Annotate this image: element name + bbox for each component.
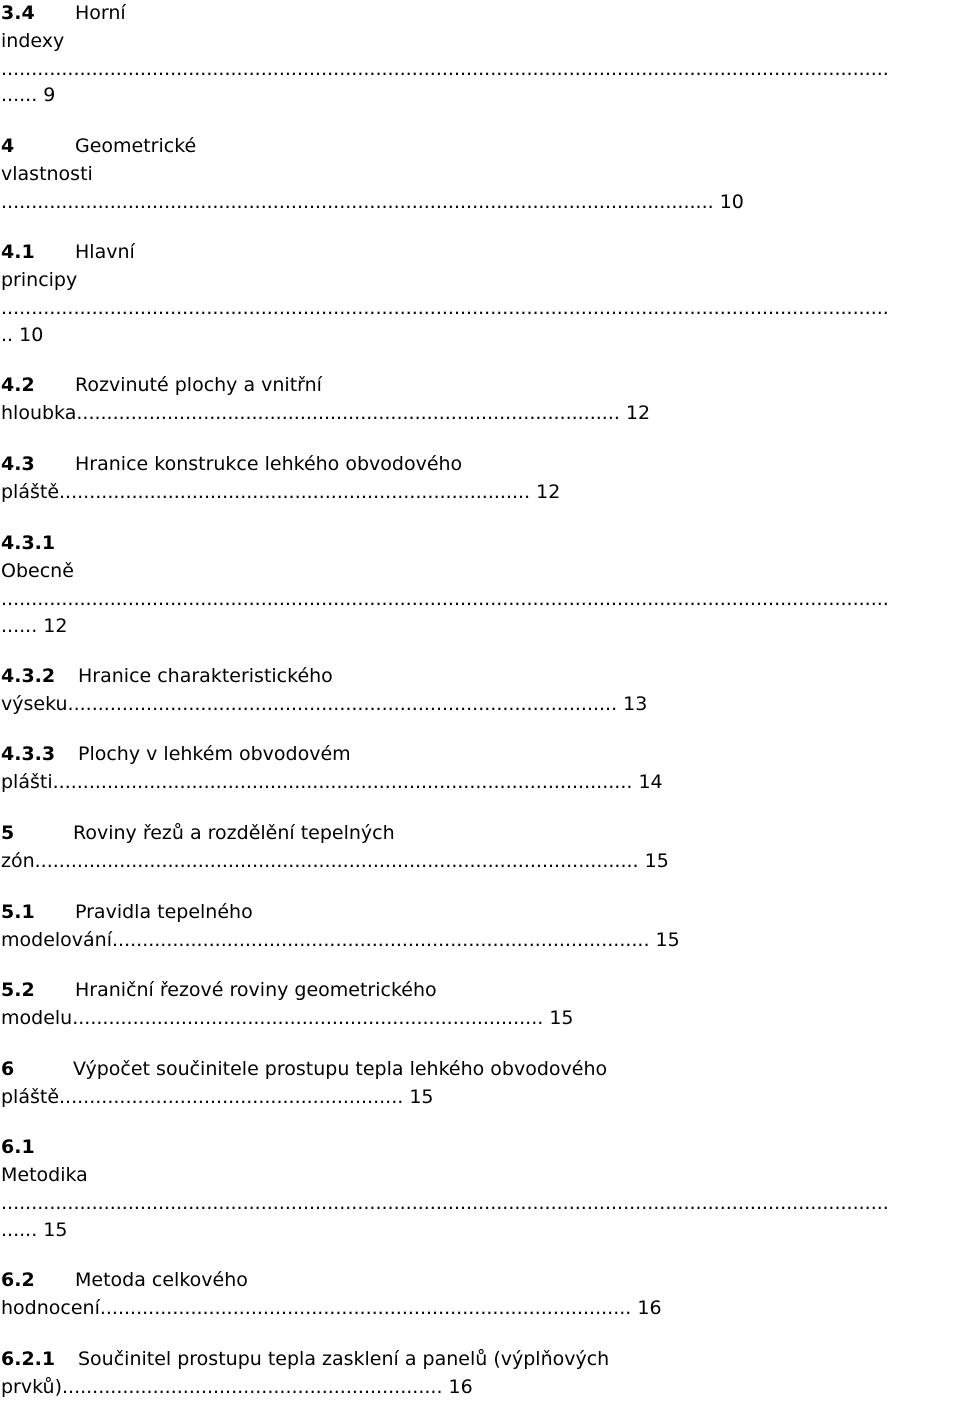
toc-number: 6.2.1 (1, 1348, 56, 1370)
toc-leader: ................................................................................................................................................... (1, 1192, 889, 1214)
toc-number: 6 (1, 1058, 15, 1080)
toc-entry-heading (1, 240, 135, 264)
toc-title: Hranice konstrukce lehkého obvodového (75, 453, 463, 475)
toc-page: ...... 15 (1, 1219, 68, 1241)
toc-title: Hranice charakteristického (78, 665, 333, 687)
toc-leader-page: modelu.............................................................................. 15 (1, 1007, 574, 1029)
toc-leader-page: plášti................................................................................................ 14 (1, 771, 663, 793)
toc-leader: ................................................................................................................................................... (1, 58, 889, 80)
toc-title: Hraniční řezové roviny geometrického (75, 979, 437, 1001)
toc-number: 4.2 (1, 374, 35, 396)
toc-title: Horní (75, 2, 126, 24)
toc-entry-heading (1, 1268, 248, 1292)
toc-number: 4.3.2 (1, 665, 56, 687)
toc-leader-page: prvků)............................................................... 16 (1, 1376, 473, 1398)
toc-page: ...... 12 (1, 615, 68, 637)
toc-line: vlastnosti (1, 163, 93, 185)
toc-entry-heading (1, 978, 437, 1002)
toc-number: 4 (1, 135, 15, 157)
toc-entry-heading (1, 531, 55, 555)
toc-number: 4.1 (1, 241, 35, 263)
toc-entry-heading (1, 821, 395, 845)
toc-leader-page: pláště......................................................... 15 (1, 1086, 434, 1108)
toc-number: 5.1 (1, 901, 35, 923)
toc-page: .. 10 (1, 324, 44, 346)
toc-number: 6.1 (1, 1136, 35, 1158)
toc-entry-heading (1, 1, 126, 25)
toc-number: 5.2 (1, 979, 35, 1001)
toc-entry-heading (1, 1347, 609, 1371)
toc-leader-page: hloubka.......................................................................................... 12 (1, 402, 651, 424)
toc-title: Plochy v lehkém obvodovém (78, 743, 351, 765)
toc-title: Rozvinuté plochy a vnitřní (75, 374, 322, 396)
toc-title: Výpočet součinitele prostupu tepla lehkého obvodového (73, 1058, 608, 1080)
toc-page: ...... 9 (1, 84, 56, 106)
toc-line: Obecně (1, 560, 74, 582)
toc-leader: ................................................................................................................................................... (1, 297, 889, 319)
toc-leader-page: zón.................................................................................................... 15 (1, 850, 669, 872)
toc-entry-heading (1, 900, 253, 924)
toc-number: 3.4 (1, 2, 35, 24)
toc-line: indexy (1, 30, 65, 52)
toc-leader-page: modelování......................................................................................... 15 (1, 929, 680, 951)
toc-title: Součinitel prostupu tepla zasklení a panelů (výplňových (78, 1348, 610, 1370)
toc-entry-heading (1, 664, 333, 688)
toc-leader: ................................................................................................................................................... (1, 588, 889, 610)
toc-leader-page: pláště.............................................................................. 12 (1, 481, 561, 503)
toc-line: Metodika (1, 1164, 88, 1186)
toc-number: 6.2 (1, 1269, 35, 1291)
toc-leader-page: ...................................................................................................................... 10 (1, 191, 744, 213)
toc-entry-heading (1, 373, 322, 397)
toc-title: Pravidla tepelného (75, 901, 253, 923)
toc-number: 5 (1, 822, 15, 844)
toc-number: 4.3 (1, 453, 35, 475)
toc-number: 4.3.3 (1, 743, 56, 765)
toc-entry-heading (1, 1057, 607, 1081)
toc-title: Roviny řezů a rozdělění tepelných (73, 822, 395, 844)
toc-entry-heading (1, 1135, 35, 1159)
toc-line: principy (1, 269, 78, 291)
toc-number: 4.3.1 (1, 532, 56, 554)
toc-leader-page: hodnocení........................................................................................ 16 (1, 1297, 662, 1319)
toc-entry-heading (1, 134, 196, 158)
toc-title: Metoda celkového (75, 1269, 248, 1291)
toc-title: Hlavní (75, 241, 135, 263)
toc-leader-page: výseku........................................................................................... 13 (1, 693, 648, 715)
toc-title: Geometrické (75, 135, 197, 157)
toc-entry-heading (1, 742, 351, 766)
toc-entry-heading (1, 452, 462, 476)
